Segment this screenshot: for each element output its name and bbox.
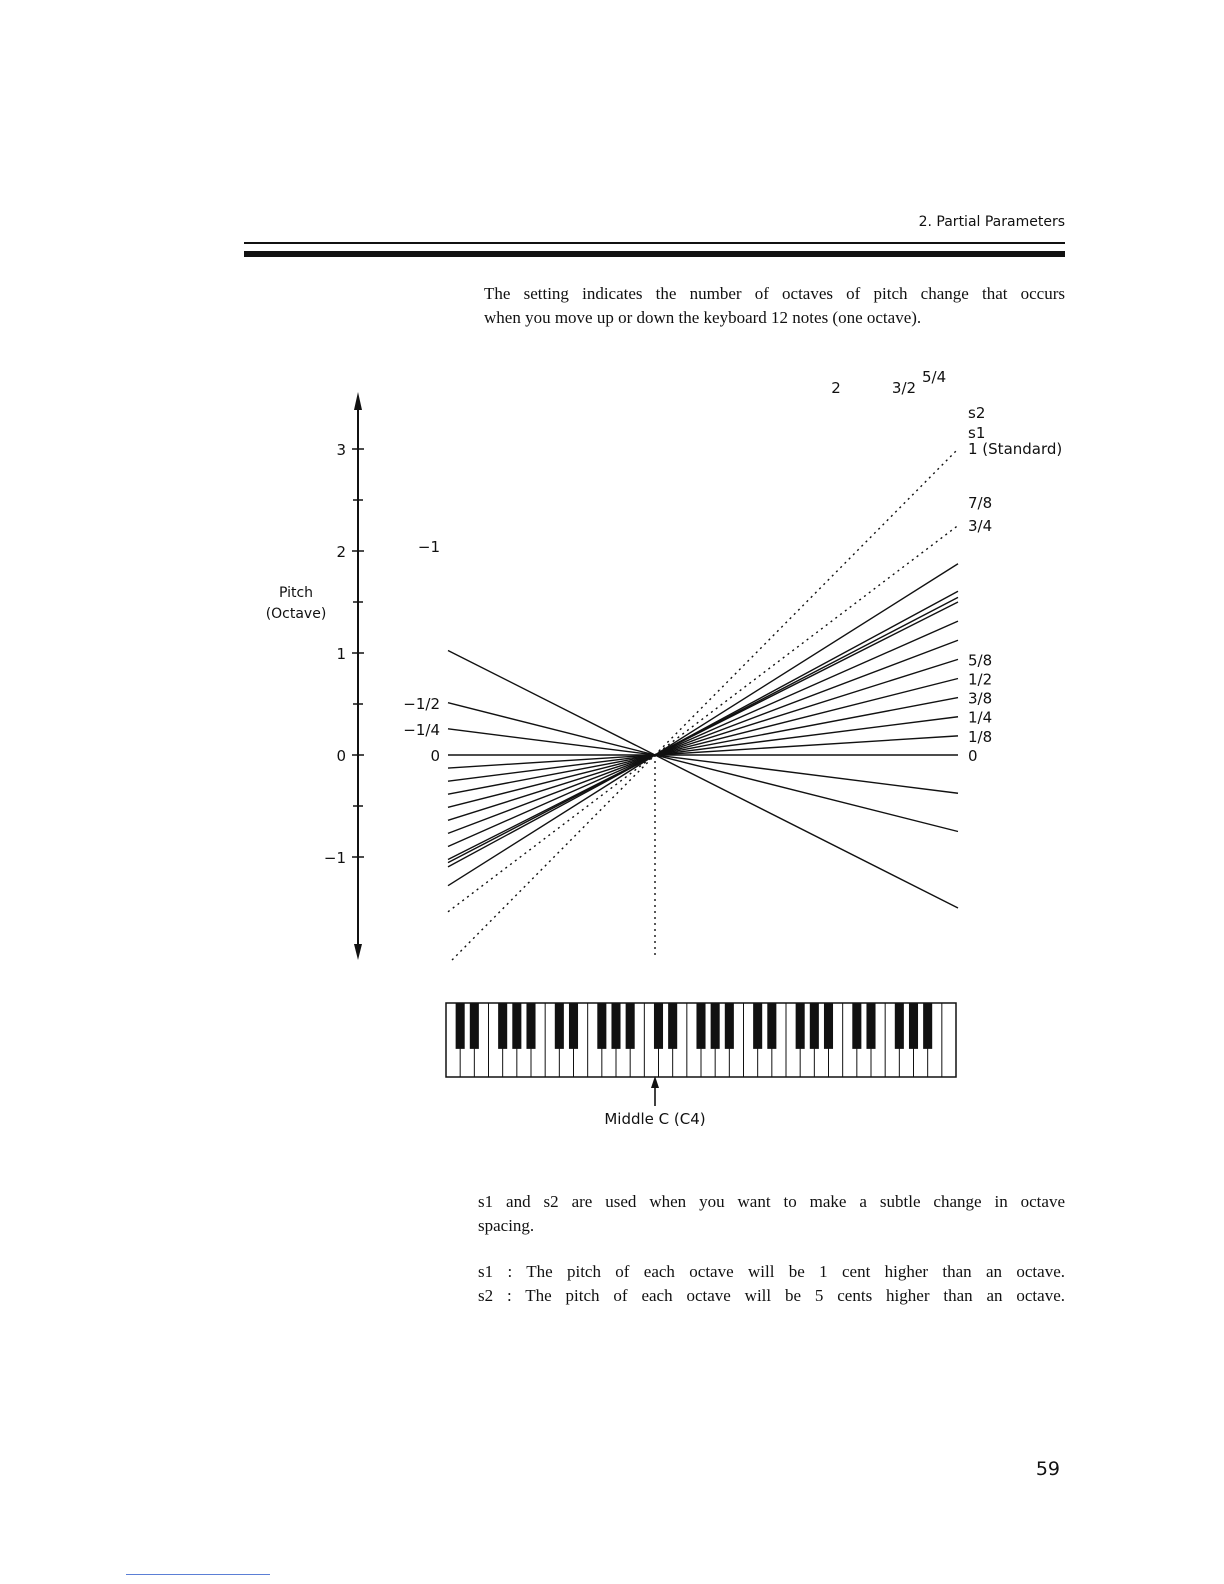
black-key <box>456 1003 465 1049</box>
key-follow-label: 3/2 <box>891 379 917 397</box>
axis-title-pitch: Pitch <box>278 585 314 601</box>
key-follow-label: 2 <box>831 379 841 397</box>
middle-c-label: Middle C (C4) <box>604 1110 706 1128</box>
axis-tick-label: 0 <box>336 747 346 765</box>
s2-note <box>478 1284 1065 1308</box>
key-follow-line <box>448 640 958 833</box>
key-follow-label: 3/4 <box>968 517 993 535</box>
black-key <box>909 1003 918 1049</box>
pitch-axis <box>266 392 364 960</box>
black-key <box>569 1003 578 1049</box>
black-key <box>626 1003 635 1049</box>
axis-arrow-up-icon <box>354 392 362 410</box>
key-follow-label: −1/4 <box>403 721 440 740</box>
axis-tick-label: 2 <box>336 543 346 561</box>
key-follow-line <box>448 659 958 820</box>
key-follow-label: −1 <box>417 538 440 556</box>
black-key <box>654 1003 663 1049</box>
key-follow-label: 1/2 <box>968 670 993 689</box>
black-key <box>852 1003 861 1049</box>
black-key <box>810 1003 819 1049</box>
key-follow-label: 1 (Standard) <box>968 440 1063 458</box>
key-follow-label: 5/8 <box>968 651 993 670</box>
black-key <box>753 1003 762 1049</box>
axis-arrow-down-icon <box>354 944 362 960</box>
intro-line-1: The setting indicates the number of octaves of pitch change that occurs <box>484 284 1065 303</box>
black-key <box>512 1003 521 1049</box>
black-key <box>725 1003 734 1049</box>
key-follow-label: 7/8 <box>968 494 993 512</box>
black-key <box>696 1003 705 1049</box>
footer-line <box>126 1574 270 1575</box>
intro-line-2: when you move up or down the keyboard 12 notes (one octave). <box>484 308 922 327</box>
key-follow-line <box>452 449 958 960</box>
axis-tick-label: −1 <box>323 849 346 867</box>
key-follow-line <box>448 717 958 781</box>
key-follow-line <box>448 591 958 867</box>
key-follow-line <box>448 525 958 911</box>
s2-note-text: s2 : The pitch of each octave will be 5 cents higher than an octave. <box>478 1286 1065 1305</box>
key-follow-line <box>448 678 958 807</box>
key-follow-label: 0 <box>968 747 978 765</box>
black-key <box>923 1003 932 1049</box>
axis-tick-label: 3 <box>336 441 346 459</box>
keyboard <box>446 1003 956 1128</box>
key-follow-label: s1 <box>968 424 986 442</box>
black-key <box>470 1003 479 1049</box>
axis-title-octave: (Octave) <box>265 606 327 622</box>
middle-c-arrow-head-icon <box>651 1076 659 1088</box>
page-number: 59 <box>1035 1458 1060 1480</box>
black-key <box>611 1003 620 1049</box>
black-key <box>866 1003 875 1049</box>
black-key <box>796 1003 805 1049</box>
black-key <box>498 1003 507 1049</box>
key-follow-line <box>448 736 958 768</box>
key-follow-label: 0 <box>430 747 440 765</box>
black-key <box>711 1003 720 1049</box>
s-note-line-1: s1 and s2 are used when you want to make a subtle change in octave <box>478 1192 1065 1211</box>
s1-note-text: s1 : The pitch of each octave will be 1 cent higher than an octave. <box>478 1262 1065 1281</box>
key-follow-label: 1/4 <box>968 708 993 727</box>
black-key <box>555 1003 564 1049</box>
key-follow-label: 1/8 <box>968 727 993 746</box>
black-key <box>668 1003 677 1049</box>
key-follow-label: −1/2 <box>403 695 440 714</box>
s-note-line-2: spacing. <box>478 1216 535 1235</box>
black-key <box>597 1003 606 1049</box>
s-note-paragraph <box>478 1190 1065 1238</box>
black-key <box>824 1003 833 1049</box>
section-header: 2. Partial Parameters <box>918 214 1065 230</box>
key-follow-label: 5/4 <box>922 368 947 386</box>
key-follow-line <box>448 597 958 862</box>
key-follow-line <box>448 564 958 886</box>
key-follow-lines <box>448 449 958 960</box>
key-follow-label: s2 <box>968 404 986 422</box>
black-key <box>895 1003 904 1049</box>
key-follow-line <box>448 729 958 793</box>
key-follow-label: 3/8 <box>968 689 993 708</box>
black-key <box>767 1003 776 1049</box>
axis-tick-label: 1 <box>336 645 346 663</box>
s1-note <box>478 1260 1065 1284</box>
black-key <box>526 1003 535 1049</box>
